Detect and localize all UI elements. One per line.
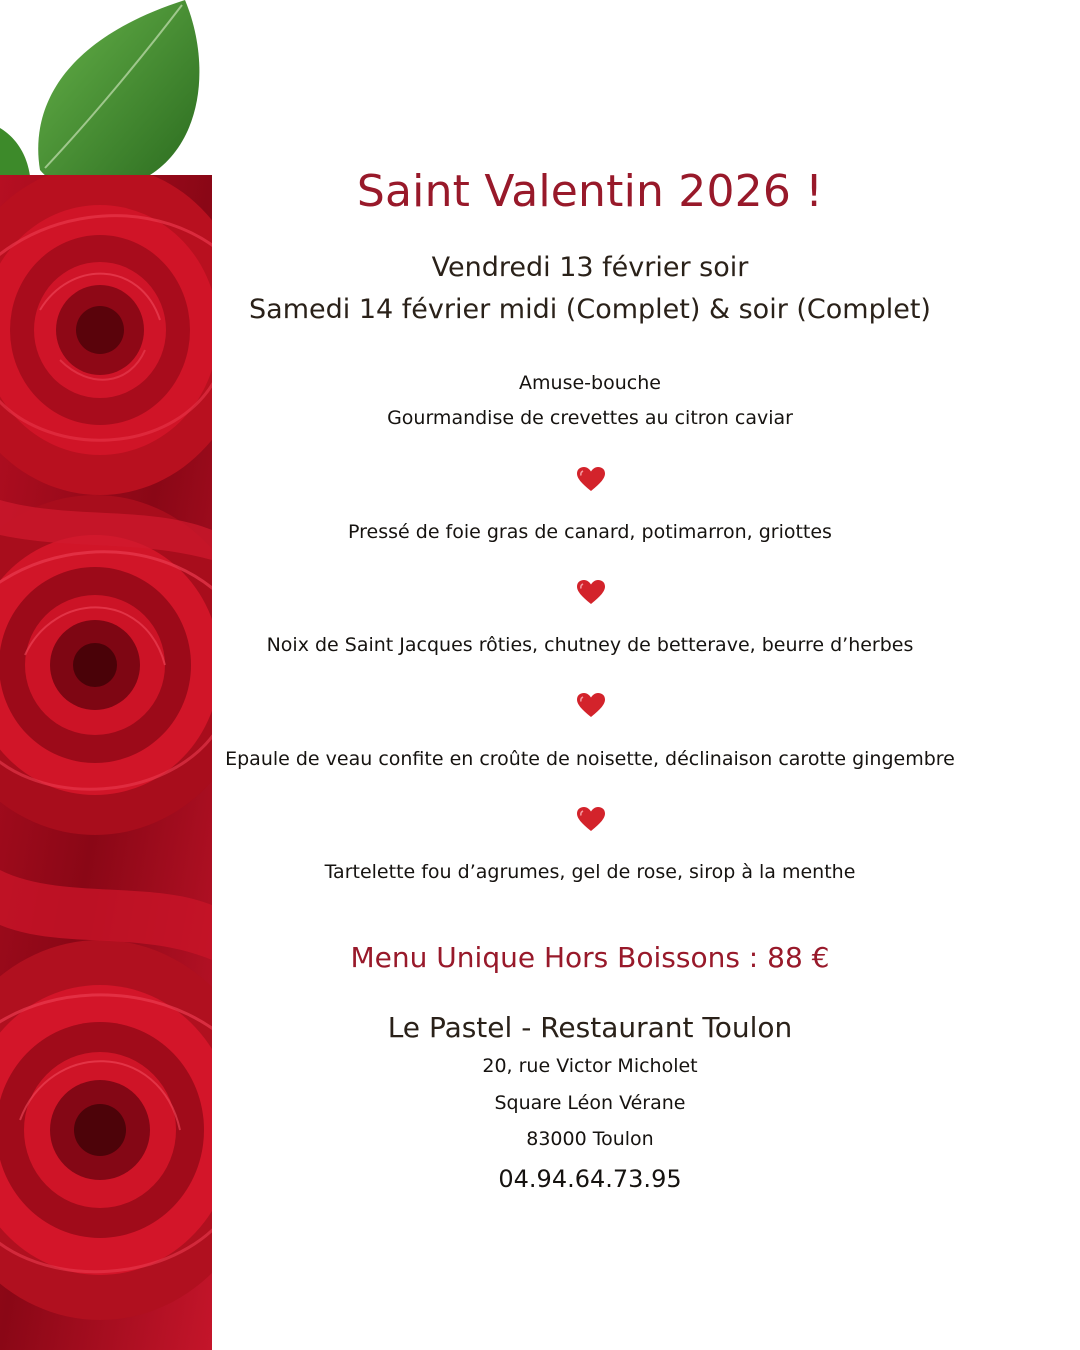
menu-price: Menu Unique Hors Boissons : 88 €	[350, 941, 830, 974]
heart-icon	[577, 807, 605, 833]
heart-icon	[577, 580, 605, 606]
amuse-bouche-dish: Gourmandise de crevettes au citron caviar	[387, 407, 793, 429]
page-title: Saint Valentin 2026 !	[356, 166, 824, 217]
course-main: Epaule de veau confite en croûte de noisette, déclinaison carotte gingembre	[225, 748, 955, 770]
address-square: Square Léon Vérane	[494, 1092, 686, 1114]
restaurant-name: Le Pastel - Restaurant Toulon	[387, 1011, 793, 1044]
date-line-saturday: Samedi 14 février midi (Complet) & soir (Complet)	[249, 294, 931, 325]
address-city: 83000 Toulon	[526, 1128, 654, 1150]
heart-icon	[577, 693, 605, 719]
phone-number: 04.94.64.73.95	[498, 1165, 682, 1193]
amuse-bouche-label: Amuse-bouche	[519, 372, 661, 394]
date-line-friday: Vendredi 13 février soir	[431, 252, 749, 283]
course-dessert: Tartelette fou d’agrumes, gel de rose, sirop à la menthe	[324, 861, 856, 883]
heart-icon	[577, 467, 605, 493]
course-fish: Noix de Saint Jacques rôties, chutney de betterave, beurre d’herbes	[266, 634, 914, 656]
course-starter: Pressé de foie gras de canard, potimarron, griottes	[348, 521, 832, 543]
address-street: 20, rue Victor Micholet	[482, 1055, 698, 1077]
